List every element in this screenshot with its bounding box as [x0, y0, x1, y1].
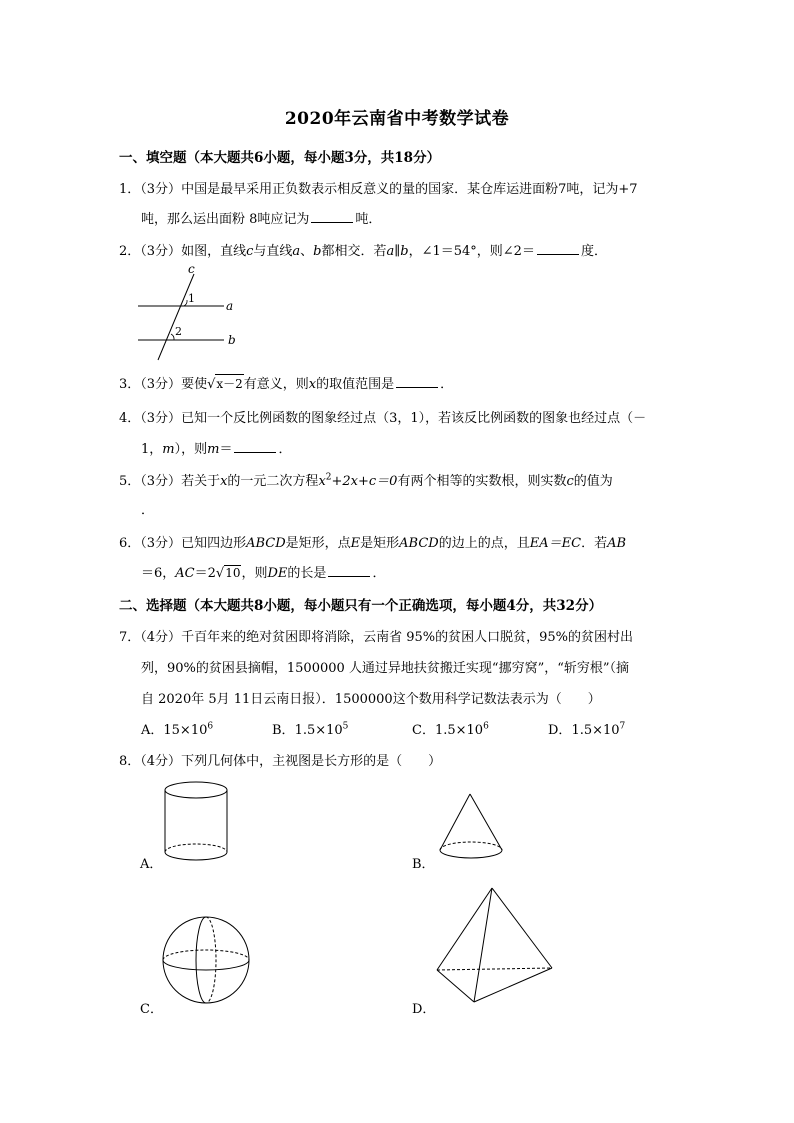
answer-blank[interactable]	[396, 376, 438, 388]
radicand: x－2	[215, 374, 243, 392]
option-d-label[interactable]: D．	[412, 1002, 436, 1017]
radical-sign: √	[215, 566, 225, 581]
question-text: ，∠1＝54°，则∠2＝	[408, 244, 535, 259]
question-text: ＝6，	[141, 566, 176, 581]
question-text: ＝2	[194, 566, 216, 581]
question-number: 1．	[119, 182, 141, 197]
question-3	[119, 373, 453, 392]
question-score: （4分）	[140, 754, 182, 769]
question-text: 的长是	[287, 566, 327, 581]
sphere-meridian-back	[206, 917, 216, 1003]
sqrt-expression	[207, 374, 244, 392]
question-text: ，则	[241, 566, 268, 581]
pyramid-edge-left	[437, 888, 492, 970]
angle-2-arc	[171, 334, 174, 340]
question-text: 要使	[181, 377, 208, 392]
var-b: b	[313, 244, 322, 259]
question-text: 的值为	[573, 474, 613, 489]
option-b-label[interactable]: B．	[412, 857, 435, 872]
option-a[interactable]	[141, 719, 213, 738]
label-a: a	[226, 299, 234, 313]
option-exponent: 6	[483, 721, 489, 732]
question-7-line-1	[119, 626, 633, 645]
question-text: 1，	[141, 442, 163, 457]
question-text: ．	[372, 566, 386, 581]
pyramid-edge-right	[492, 888, 552, 968]
option-value: 15×10	[163, 723, 208, 738]
answer-blank[interactable]	[537, 243, 579, 255]
question-text: 吨，那么运出面粉 8吨应记为	[141, 212, 310, 227]
option-value: 1.5×10	[294, 723, 343, 738]
cone-figure[interactable]	[436, 790, 508, 870]
question-score: （3分）	[140, 182, 182, 197]
sphere-figure[interactable]	[160, 914, 252, 1006]
question-number: 4．	[119, 411, 141, 426]
sphere-meridian-front	[196, 917, 206, 1003]
question-score: （3分）	[140, 244, 182, 259]
option-a-label[interactable]: A．	[140, 857, 163, 872]
cone-left-edge	[440, 794, 470, 850]
segment-ac: AC	[175, 566, 195, 581]
question-text: 的取值范围是	[316, 377, 395, 392]
question-text: ），则	[174, 442, 208, 457]
answer-blank[interactable]	[328, 565, 370, 577]
option-exponent: 5	[342, 721, 349, 732]
var-m: m	[207, 442, 220, 457]
question-text: 中国是最早采用正负数表示相反意义的量的国家．某仓库运进面粉7吨，记为+7	[181, 182, 638, 197]
question-score: （3分）	[140, 536, 182, 551]
option-value: 1.5×10	[571, 723, 620, 738]
question-text: 千百年来的绝对贫困即将消除，云南省 95%的贫困人口脱贫，95%的贫困村出	[181, 630, 633, 645]
question-5-line-2: ．	[141, 503, 155, 518]
label-c: c	[188, 262, 195, 276]
segment-de: DE	[267, 566, 288, 581]
question-2-line-1	[119, 240, 607, 259]
question-4-line-2	[141, 438, 291, 457]
answer-blank[interactable]	[311, 211, 353, 223]
equation-ea-ec: EA＝EC	[529, 536, 582, 551]
var-c: c	[246, 244, 254, 259]
question-text: ．	[440, 377, 454, 392]
option-b[interactable]	[272, 719, 348, 738]
cylinder-bottom-front	[165, 852, 227, 860]
cylinder-top	[165, 782, 227, 798]
option-label: A．	[141, 723, 164, 738]
var-m: m	[162, 442, 175, 457]
question-text: 与直线	[253, 244, 293, 259]
question-8	[119, 750, 441, 769]
question-number: 3．	[119, 377, 141, 392]
cylinder-bottom-back	[165, 844, 227, 852]
question-text: 已知一个反比例函数的图象经过点（3，1），若该反比例函数的图象也经过点（－	[181, 411, 647, 426]
question-4-line-1	[119, 407, 646, 426]
pyramid-base-hidden	[437, 968, 552, 970]
question-score: （3分）	[140, 411, 182, 426]
pyramid-base-left	[437, 970, 474, 1002]
question-text: 、	[300, 244, 314, 259]
question-text: 吨．	[355, 212, 382, 227]
question-score: （3分）	[140, 474, 182, 489]
var-c: c	[566, 474, 574, 489]
question-text: 有两个相等的实数根，则实数	[397, 474, 567, 489]
label-angle-1: 1	[188, 292, 195, 305]
question-6-line-1	[119, 532, 626, 551]
sphere-equator-back	[163, 950, 249, 960]
page-title: 2020年云南省中考数学试卷	[284, 109, 510, 129]
question-score: （3分）	[140, 377, 182, 392]
var-x: x	[308, 377, 317, 392]
question-6-line-2	[141, 562, 385, 581]
question-text: 是矩形，点	[285, 536, 351, 551]
rect-abcd: ABCD	[246, 536, 286, 551]
question-text: 已知四边形	[181, 536, 247, 551]
angle-1-arc	[184, 300, 187, 306]
rect-abcd: ABCD	[399, 536, 439, 551]
line-c	[158, 274, 194, 360]
question-7-line-2: 列，90%的贫困县摘帽，1500000 人通过异地扶贫搬迁实现“挪穷窝”，“斩穷根”（摘	[141, 661, 630, 676]
sqrt-expression	[216, 565, 242, 581]
q2-figure	[130, 262, 250, 362]
option-value: 1.5×10	[434, 723, 484, 738]
option-label: D．	[548, 723, 572, 738]
question-number: 8．	[119, 754, 141, 769]
cone-base-back	[440, 842, 502, 850]
question-number: 5．	[119, 474, 141, 489]
question-number: 6．	[119, 536, 141, 551]
option-c[interactable]	[412, 719, 489, 738]
question-1-line-2	[141, 208, 381, 227]
segment-ab: AB	[607, 536, 627, 551]
cylinder-figure[interactable]	[160, 780, 240, 864]
question-text: 有意义，则	[243, 377, 309, 392]
question-text: ．	[278, 442, 292, 457]
question-number: 7．	[119, 630, 141, 645]
option-exponent: 6	[207, 721, 214, 732]
equation-exponent: 2	[325, 472, 332, 483]
question-text: 如图，直线	[181, 244, 247, 259]
option-exponent: 7	[619, 721, 626, 732]
var-x: x	[220, 474, 228, 489]
pyramid-figure[interactable]	[432, 884, 558, 1008]
label-angle-2: 2	[175, 325, 182, 338]
sphere-outline	[163, 917, 249, 1003]
parallel-expr: a∥b	[386, 244, 409, 259]
question-text: 度．	[580, 244, 607, 259]
question-5-line-1	[119, 470, 613, 489]
section-1-header: 一、填空题（本大题共6小题，每小题3分，共18分）	[119, 150, 441, 166]
var-a: a	[292, 244, 301, 259]
question-number: 2．	[119, 244, 141, 259]
pyramid-edge-front	[474, 888, 492, 1002]
option-label: B．	[272, 723, 295, 738]
question-text: 下列几何体中，主视图是长方形的是（ ）	[181, 754, 442, 769]
question-text: ＝	[219, 442, 233, 457]
question-score: （4分）	[140, 630, 182, 645]
answer-blank[interactable]	[234, 441, 276, 453]
question-text: 是矩形	[360, 536, 400, 551]
point-e: E	[350, 536, 361, 551]
equation-x: x	[318, 474, 326, 489]
radicand: 10	[225, 566, 241, 580]
option-d[interactable]	[548, 719, 625, 738]
sphere-equator-front	[163, 960, 249, 970]
equation-rest: +2x+c＝0	[331, 474, 398, 489]
option-label: C．	[412, 723, 435, 738]
radical-sign: √	[207, 377, 216, 392]
pyramid-base-right	[474, 968, 552, 1002]
question-text: 的一元二次方程	[227, 474, 319, 489]
option-c-label[interactable]: C．	[140, 1002, 163, 1017]
question-text: 若关于	[181, 474, 221, 489]
label-b: b	[228, 333, 236, 347]
section-2-header: 二、选择题（本大题共8小题，每小题只有一个正确选项，每小题4分，共32分）	[119, 598, 603, 614]
question-text: 的边上的点，且	[438, 536, 530, 551]
cone-base-front	[440, 850, 502, 858]
question-text: ．若	[581, 536, 608, 551]
question-7-line-3: 自 2020年 5月 11日云南日报）．1500000这个数用科学记数法表示为（ ）	[141, 692, 601, 707]
question-1-line-1	[119, 178, 638, 197]
question-text: 都相交．若	[321, 244, 387, 259]
